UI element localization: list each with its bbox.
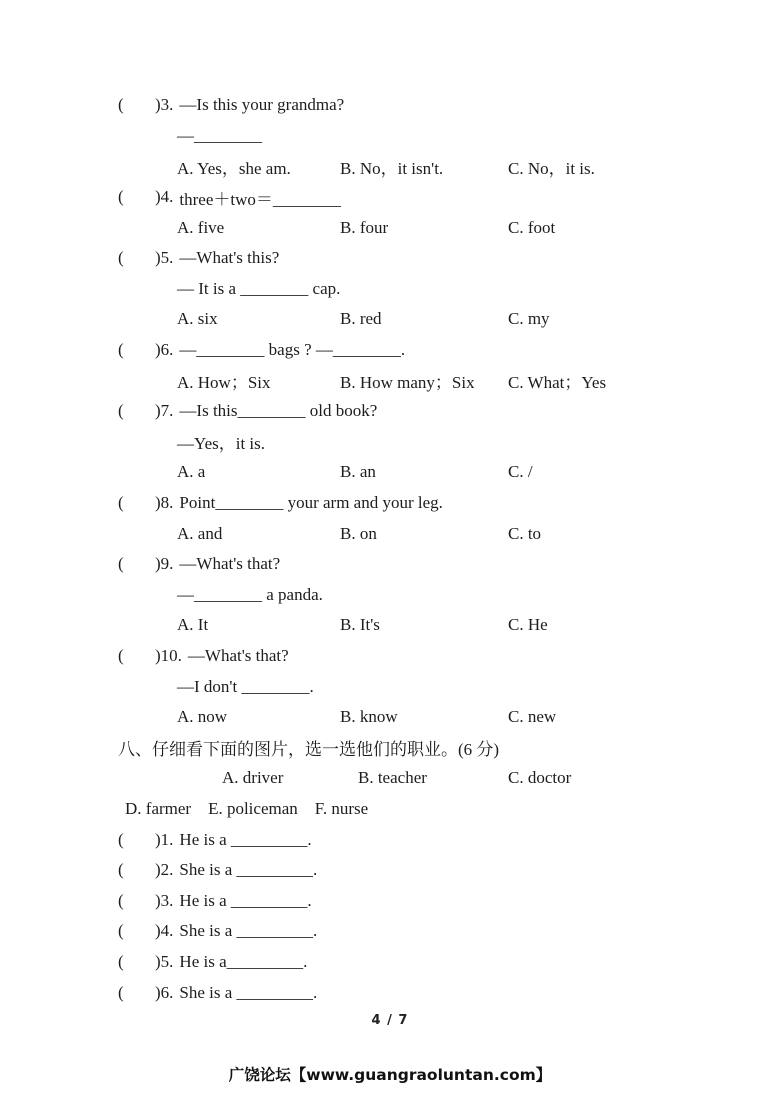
question-5-blank: — It is a ________ cap. [177,278,341,298]
answer-paren: ( [118,982,124,1002]
answer-paren: ( [118,554,124,574]
answer-paren: ( [118,248,124,268]
answer-paren: ( [118,829,124,849]
option-b: B. It's [340,615,380,635]
question-8-line [118,488,718,519]
question-10-line [118,641,718,672]
question-6-number: )6. [155,340,174,360]
question-10-answer-line [118,671,718,702]
question-7-text: —Is this________ old book? [179,401,378,421]
item-2-text: She is a _________. [179,860,318,880]
question-8-text: Point________ your arm and your leg. [179,493,443,513]
option-a: A. It [177,615,209,635]
option-c: C. new [508,707,557,727]
section-8-item-6 [118,977,718,1008]
question-8-options [118,518,718,549]
question-7-number: )7. [155,401,174,421]
section-8-item-4 [118,916,718,947]
section-8-item-2 [118,855,718,886]
question-10-text: —What's that? [187,645,289,665]
question-7-reply: —Yes，it is. [177,434,266,454]
question-4-text: three＋two＝________ [179,189,341,209]
question-5-options [118,304,718,335]
question-4-number: )4. [155,187,174,207]
item-1-number: )1. [155,829,174,849]
question-9-text: —What's that? [179,554,281,574]
question-3-line [118,90,718,121]
question-4-options [118,212,718,243]
question-3-options [118,151,718,182]
question-4-line [118,182,718,213]
question-3-blank: —________ [177,125,262,145]
answer-paren: ( [118,340,124,360]
option-c: C. What；Yes [508,373,607,393]
option-c: C. foot [508,217,556,237]
option-a: A. five [177,217,225,237]
question-3-number: )3. [155,95,174,115]
option-f: F. nurse [314,798,369,818]
option-a: A. driver [222,768,284,788]
option-a: A. a [177,462,206,482]
question-6-options [118,365,718,396]
item-6-text: She is a _________. [179,982,318,1002]
section-8-title: 八、仔细看下面的图片，选一选他们的职业。(6 分) [118,740,500,760]
question-10-options [118,702,718,733]
answer-paren: ( [118,951,124,971]
answer-paren: ( [118,645,124,665]
answer-paren: ( [118,493,124,513]
exam-page-content [118,90,718,1008]
question-7-line [118,396,718,427]
section-8-item-1 [118,824,718,855]
question-5-number: )5. [155,248,174,268]
option-c: C. He [508,615,548,635]
item-2-number: )2. [155,860,174,880]
question-5-answer-line [118,274,718,305]
option-b: B. on [340,523,377,543]
option-a: A. and [177,523,223,543]
item-6-number: )6. [155,982,174,1002]
option-d: D. farmer [125,798,192,818]
answer-paren: ( [118,95,124,115]
site-footer: 广饶论坛【www.guangraoluntan.com】 [228,1066,552,1084]
question-7-options [118,457,718,488]
option-a: A. now [177,707,228,727]
option-c: C. to [508,523,542,543]
answer-paren: ( [118,860,124,880]
question-5-text: —What's this? [179,248,280,268]
section-8-options-def [118,794,718,825]
question-9-number: )9. [155,554,174,574]
section-8-item-3 [118,885,718,916]
question-3-answer-line [118,121,718,152]
option-a: A. Yes，she am. [177,158,291,178]
question-9-answer-line [118,580,718,611]
option-b: B. red [340,309,382,329]
option-a: A. six [177,309,218,329]
option-b: B. four [340,217,389,237]
item-3-text: He is a _________. [179,890,312,910]
option-c: C. my [508,309,550,329]
option-e: E. policeman [208,798,298,818]
answer-paren: ( [118,187,124,207]
item-4-number: )4. [155,921,174,941]
answer-paren: ( [118,921,124,941]
question-10-number: )10. [155,645,182,665]
question-3-text: —Is this your grandma? [179,95,345,115]
item-5-number: )5. [155,951,174,971]
section-8-heading [118,732,718,763]
option-b: B. an [340,462,376,482]
item-5-text: He is a_________. [179,951,308,971]
answer-paren: ( [118,890,124,910]
page-number: 4 / 7 [371,1013,409,1028]
question-6-line [118,335,718,366]
item-1-text: He is a _________. [179,829,312,849]
option-b: B. know [340,707,398,727]
option-c: C. / [508,462,533,482]
section-8-item-5 [118,947,718,978]
question-9-blank: —________ a panda. [177,584,323,604]
option-c: C. doctor [508,768,572,788]
option-b: B. How many；Six [340,373,475,393]
item-3-number: )3. [155,890,174,910]
question-9-line [118,549,718,580]
option-c: C. No，it is. [508,158,595,178]
question-6-text: —________ bags ? —________. [179,340,406,360]
question-10-blank: —I don't ________. [177,676,314,696]
option-b: B. teacher [358,768,427,788]
option-b: B. No，it isn't. [340,158,444,178]
question-8-number: )8. [155,493,174,513]
question-9-options [118,610,718,641]
question-5-line [118,243,718,274]
answer-paren: ( [118,401,124,421]
question-7-answer-line [118,427,718,458]
item-4-text: She is a _________. [179,921,318,941]
option-a: A. How；Six [177,373,271,393]
section-8-options-abc [118,763,718,794]
